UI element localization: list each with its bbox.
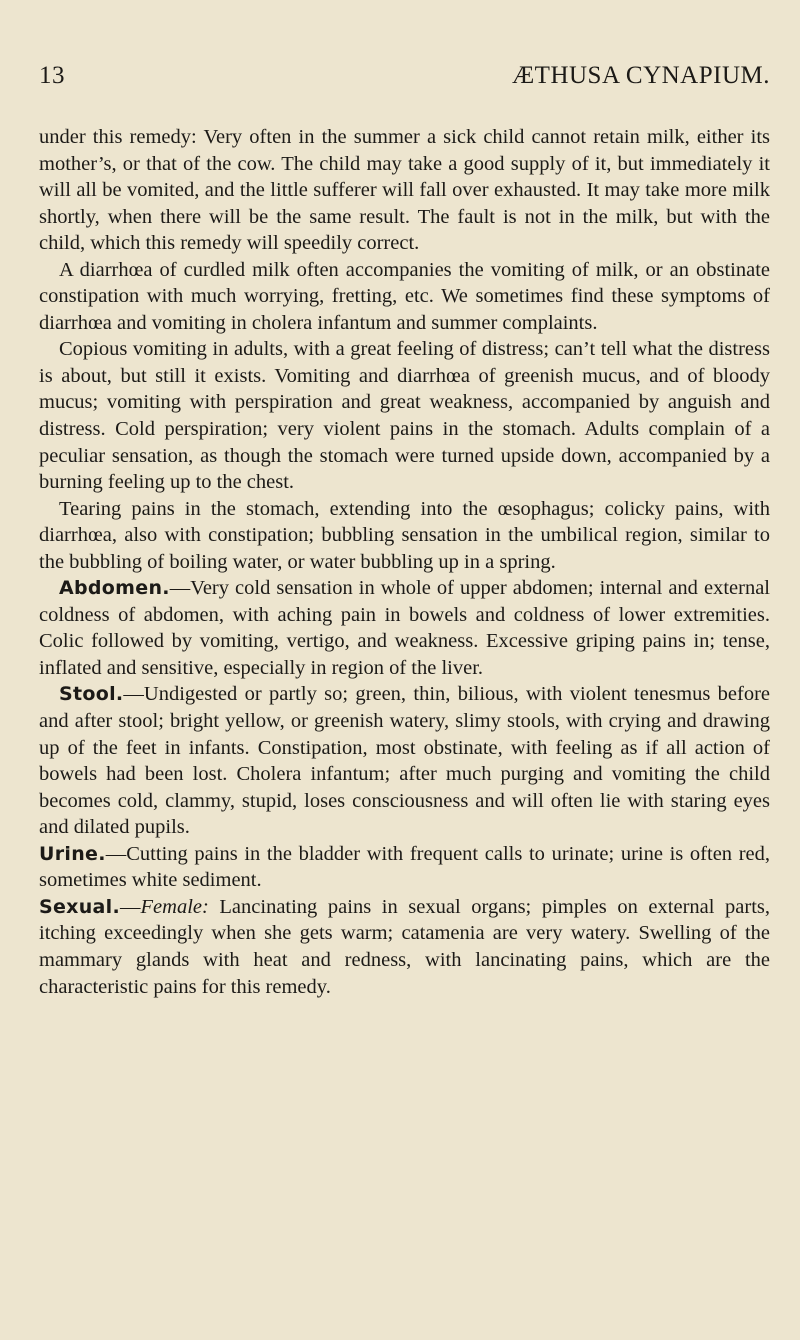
section-subheading-female: Female:: [140, 895, 209, 918]
section-text-abdomen: —Very cold sensation in whole of upper abdomen; internal and external coldness of abdomen, with aching pain in bowels and coldness of lower extremities. Colic followed by vomiting, vertigo, and weakness. Excessive griping pains in; tense, inflated and sensitive, especially in region of the liver.: [39, 577, 770, 679]
section-heading-stool: Stool.: [59, 683, 124, 706]
section-heading-urine: Urine.: [39, 842, 106, 865]
section-text-sexual: Lancinating pains in sexual organs; pimples on external parts, itching exceedingly when she gets warm; catamenia are very watery. Swelling of the mammary glands with heat and redness, with lancinating pains, which are the characteristic pains for this remedy.: [39, 895, 770, 998]
section-urine: [39, 841, 770, 894]
section-dash-sexual: —: [120, 895, 141, 918]
section-heading-sexual: Sexual.: [39, 895, 121, 918]
body-text: [39, 124, 770, 1000]
running-head: [39, 62, 770, 96]
paragraph-continuation: under this remedy: Very often in the summer a sick child cannot retain milk, either its mother’s, or that of the cow. The child may take a good supply of it, but immediately it will all be vomited, and the little sufferer will fall over exhausted. It may take more milk shortly, when there will be the same result. The fault is not in the milk, but with the child, which this remedy will speedily correct.: [39, 126, 770, 255]
paragraph-stomach-pains: Tearing pains in the stomach, extending into the œsophagus; colicky pains, with diarrhœa, also with constipation; bubbling sensation in the umbilical region, similar to the bubbling of boiling water, or water bubbling up in a spring.: [39, 497, 770, 573]
page-number: 13: [39, 62, 65, 89]
section-stool: [39, 681, 770, 840]
paragraph-vomiting-adults: Copious vomiting in adults, with a great feeling of distress; can’t tell what the distress is about, but still it exists. Vomiting and diarrhœa of greenish mucus, and of bloody mucus; vomiting with perspiration and great weakness, accompanied by anguish and distress. Cold perspiration; very violent pains in the stomach. Adults complain of a peculiar sensation, as though the stomach were turned upside down, accompanied by a burning feeling up to the chest.: [39, 338, 770, 494]
section-sexual: [39, 894, 770, 1000]
section-text-urine: —Cutting pains in the bladder with frequent calls to urinate; urine is often red, sometimes white sediment.: [39, 842, 770, 892]
section-heading-abdomen: Abdomen.: [59, 577, 170, 600]
running-title: ÆTHUSA CYNAPIUM.: [511, 62, 770, 89]
section-text-stool: —Undigested or partly so; green, thin, bilious, with violent tenesmus before and after stool; bright yellow, or greenish watery, slimy stools, with crying and drawing up of the feet in infants. Constipation, most obstinate, with feeling as if all action of bowels had been lost. Cholera infantum; after much purging and vomiting the child becomes cold, clammy, stupid, loses consciousness and will often lie with staring eyes and dilated pupils.: [39, 683, 770, 839]
paragraph-diarrhoea: A diarrhœa of curdled milk often accompanies the vomiting of milk, or an obstinate constipation with much worrying, fretting, etc. We sometimes find these symptoms of diarrhœa and vomiting in cholera infantum and summer complaints.: [39, 258, 770, 334]
section-abdomen: [39, 575, 770, 681]
